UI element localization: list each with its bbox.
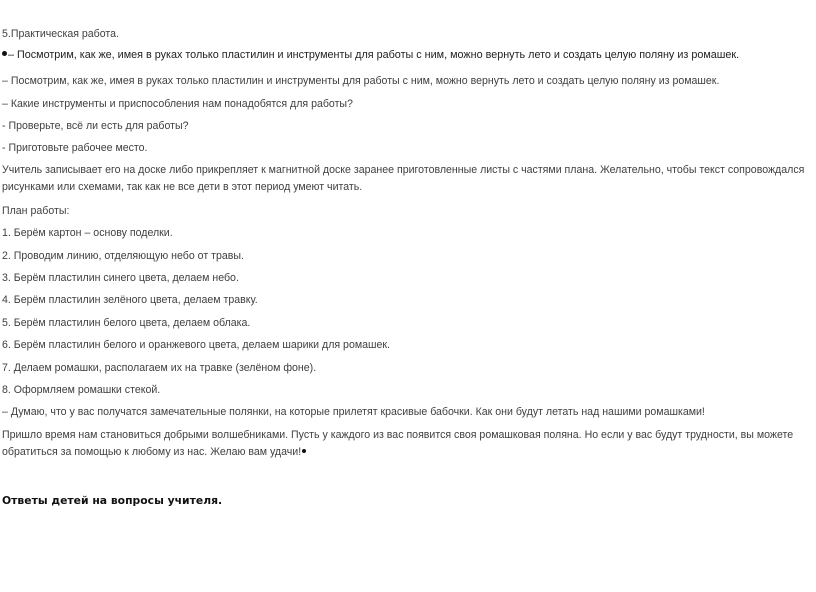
closing-remark: – Думаю, что у вас получатся замечательные полянки, на которые прилетят красивые бабочки. Как они будут летать над нашими ромашками! <box>2 406 705 418</box>
magic-paragraph <box>2 427 814 461</box>
intro-line: – Посмотрим, как же, имея в руках только пластилин и инструменты для работы с ним, можно вернуть лето и создать целую поляну из ромашек. <box>2 75 720 87</box>
plan-step: 4. Берём пластилин зелёного цвета, делаем травку. <box>2 294 258 306</box>
plan-step: 5. Берём пластилин белого цвета, делаем облака. <box>2 317 251 329</box>
plan-title: План работы: <box>2 205 70 217</box>
plan-step: 3. Берём пластилин синего цвета, делаем небо. <box>2 272 239 284</box>
plan-step: 7. Делаем ромашки, располагаем их на травке (зелёном фоне). <box>2 362 317 374</box>
bullet-icon <box>302 449 306 453</box>
bullet-icon <box>2 51 7 56</box>
plan-step: 1. Берём картон – основу поделки. <box>2 227 173 239</box>
check-line: - Проверьте, всё ли есть для работы? <box>2 120 189 132</box>
plan-step: 2. Проводим линию, отделяющую небо от травы. <box>2 250 244 262</box>
bullet-paragraph-text: – Посмотрим, как же, имея в руках только пластилин и инструменты для работы с ним, можно вернуть лето и создать целую поляну из ромашек. <box>8 49 740 61</box>
plan-step: 6. Берём пластилин белого и оранжевого цвета, делаем шарики для ромашек. <box>2 339 390 351</box>
question-tools: – Какие инструменты и приспособления нам понадобятся для работы? <box>2 98 353 110</box>
plan-step: 8. Оформляем ромашки стекой. <box>2 384 161 396</box>
bullet-paragraph <box>2 48 739 62</box>
teacher-note: Учитель записывает его на доске либо прикрепляет к магнитной доске заранее приготовленные листы с частями плана. Желательно, чтобы текст сопровождался рисунками или схемами, так как не все дети в этот период умеют читать. <box>2 164 805 193</box>
section-heading: 5.Практическая работа. <box>2 28 119 40</box>
prepare-line: - Приготовьте рабочее место. <box>2 142 148 154</box>
answers-heading: Ответы детей на вопросы учителя. <box>2 494 223 507</box>
magic-paragraph-text: Пришло время нам становиться добрыми волшебниками. Пусть у каждого из вас появится своя ромашковая поляна. Но если у вас будут трудности, вы можете обратиться за помощью к любому из нас. Желаю вам удачи! <box>2 429 794 458</box>
